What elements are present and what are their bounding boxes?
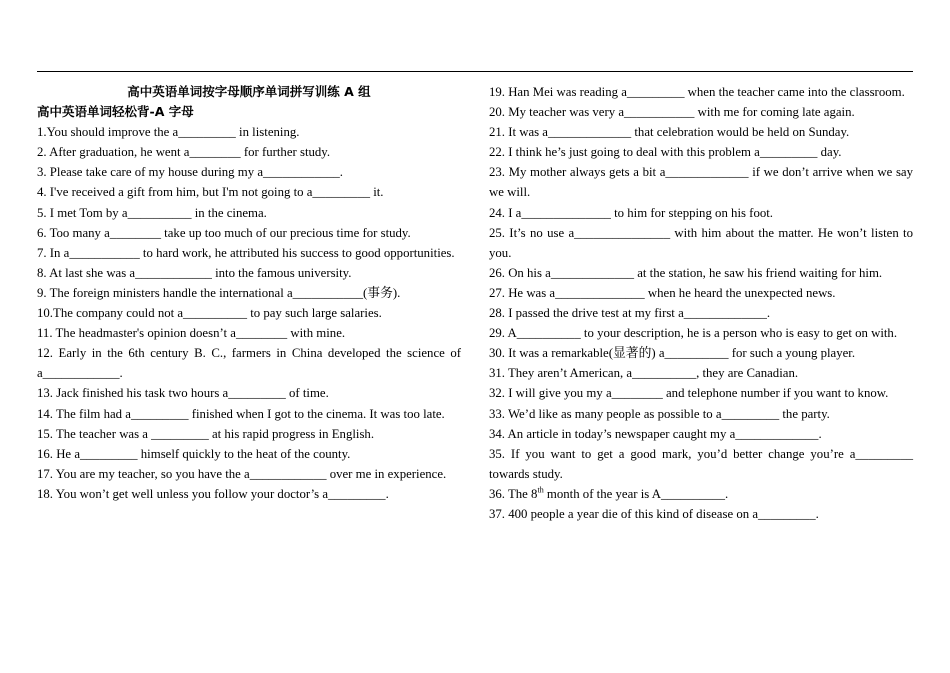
question-1: 1.You should improve the a_________ in listening.: [37, 125, 300, 140]
ordinal-suffix: th: [537, 485, 544, 495]
question-25: 25. It’s no use a_______________ with him about the matter. He won’t listen to you.: [489, 225, 913, 260]
question-5: 5. I met Tom by a__________ in the cinema.: [37, 205, 267, 220]
question-36-end: month of the year is A__________.: [543, 486, 729, 501]
top-divider: [37, 71, 913, 72]
question-33: 33. We’d like as many people as possible to a_________ the party.: [489, 406, 830, 421]
worksheet-subtitle: 高中英语单词轻松背-A 字母: [37, 104, 194, 120]
question-31: 31. They aren’t American, a__________, they are Canadian.: [489, 366, 799, 381]
question-11: 11. The headmaster's opinion doesn’t a________ with mine.: [37, 326, 346, 341]
question-16: 16. He a_________ himself quickly to the heat of the county.: [37, 446, 351, 461]
question-36: [489, 484, 913, 504]
question-30: 30. It was a remarkable(显著的) a__________ for such a young player.: [489, 346, 856, 361]
question-3: 3. Please take care of my house during my a____________.: [37, 165, 343, 180]
question-20: 20. My teacher was very a___________ with me for coming late again.: [489, 105, 855, 120]
question-24: 24. I a______________ to him for stepping on his foot.: [489, 205, 773, 220]
question-29: 29. A__________ to your description, he is a person who is easy to get on with.: [489, 326, 898, 341]
question-19: 19. Han Mei was reading a_________ when the teacher came into the classroom.: [489, 85, 905, 99]
question-32: 32. I will give you my a________ and telephone number if you want to know.: [489, 386, 889, 401]
question-17: 17. You are my teacher, so you have the a____________ over me in experience.: [37, 466, 447, 481]
question-35: 35. If you want to get a good mark, you’d better change you’re a_________ towards study.: [489, 446, 913, 481]
question-10: 10.The company could not a__________ to pay such large salaries.: [37, 306, 382, 321]
question-37: 37. 400 people a year die of this kind of disease on a_________.: [489, 506, 819, 521]
question-14: 14. The film had a_________ finished when I got to the cinema. It was too late.: [37, 406, 445, 421]
question-27: 27. He was a______________ when he heard the unexpected news.: [489, 285, 836, 300]
question-22: 22. I think he’s just going to deal with this problem a_________ day.: [489, 145, 842, 160]
question-12: 12. Early in the 6th century B. C., farmers in China developed the science of a____________.: [37, 346, 461, 381]
right-column: [489, 82, 913, 524]
question-4: 4. I've received a gift from him, but I'm not going to a_________ it.: [37, 185, 384, 200]
question-6: 6. Too many a________ take up too much of our precious time for study.: [37, 225, 411, 240]
question-23: 23. My mother always gets a bit a_____________ if we don’t arrive when we say we will.: [489, 165, 913, 200]
question-13: 13. Jack finished his task two hours a_________ of time.: [37, 386, 329, 401]
question-21: 21. It was a_____________ that celebration would be held on Sunday.: [489, 125, 850, 140]
question-2: 2. After graduation, he went a________ for further study.: [37, 145, 331, 160]
worksheet-title: 高中英语单词按字母顺序单词拼写训练 A 组: [127, 84, 371, 99]
question-36-start: 36. The 8: [489, 486, 538, 501]
question-34: 34. An article in today’s newspaper caught my a_____________.: [489, 426, 822, 441]
question-18: 18. You won’t get well unless you follow your doctor’s a_________.: [37, 486, 389, 501]
question-8: 8. At last she was a____________ into the famous university.: [37, 265, 352, 280]
question-26: 26. On his a_____________ at the station, he saw his friend waiting for him.: [489, 265, 883, 280]
question-7: 7. In a___________ to hard work, he attributed his success to good opportunities.: [37, 245, 455, 260]
question-9: 9. The foreign ministers handle the international a___________(事务).: [37, 285, 401, 300]
left-column: [37, 82, 461, 504]
question-28: 28. I passed the drive test at my first a_____________.: [489, 306, 771, 321]
question-15: 15. The teacher was a _________ at his rapid progress in English.: [37, 426, 375, 441]
